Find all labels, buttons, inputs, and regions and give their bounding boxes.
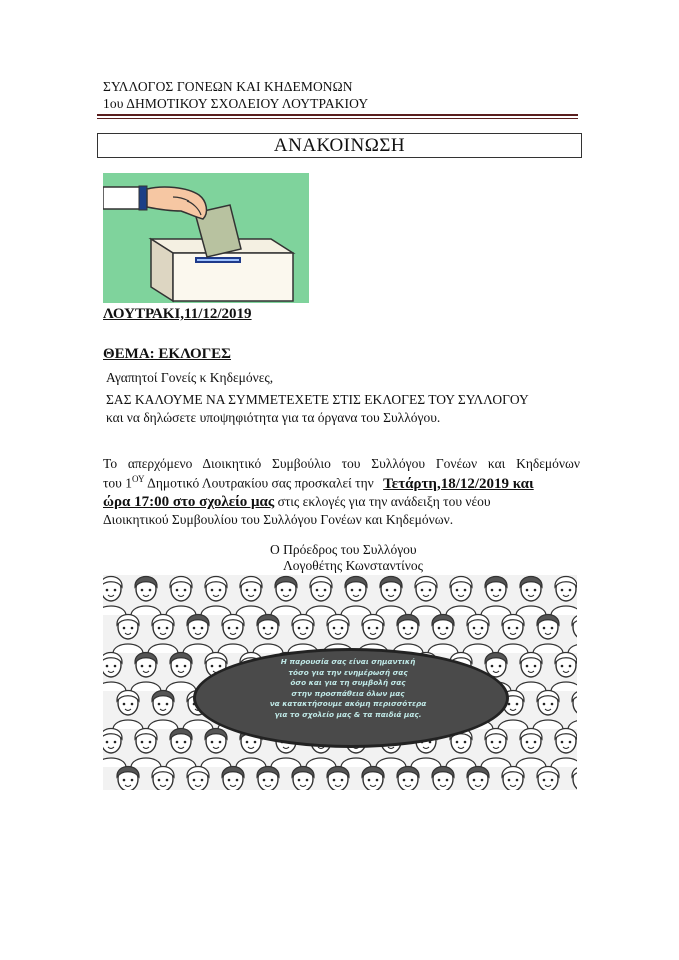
- crowd-face: [271, 577, 301, 616]
- message-text: [213, 657, 483, 720]
- crowd-face: [306, 577, 336, 616]
- body-line2-start: του 1: [103, 475, 132, 491]
- crowd-banner: [103, 575, 577, 790]
- crowd-face: [341, 577, 371, 616]
- crowd-face: [288, 615, 318, 654]
- crowd-face: [568, 691, 577, 730]
- crowd-face: [568, 767, 577, 791]
- crowd-face: [253, 615, 283, 654]
- body-line4: Διοικητικού Συμβουλίου του Συλλόγου Γονέων και Κηδεμόνων.: [103, 512, 454, 527]
- crowd-face: [103, 653, 126, 692]
- crowd-face: [201, 577, 231, 616]
- message-line: να κατακτήσουμε ακόμη περισσότερα: [269, 699, 427, 708]
- crowd-face: [376, 577, 406, 616]
- crowd-face: [568, 615, 577, 654]
- crowd-face: [113, 615, 143, 654]
- crowd-face: [166, 653, 196, 692]
- meeting-time-place: ώρα 17:00 στο σχολείο μας: [103, 494, 275, 510]
- call-to-action-line1: ΣΑΣ ΚΑΛΟΥΜΕ ΝΑ ΣΥΜΜΕΤΕΧΕΤΕ ΣΤΙΣ ΕΚΛΟΓΕΣ ΤΟΥ ΣΥΛΛΟΓΟΥ: [106, 392, 529, 407]
- crowd-face: [103, 729, 126, 768]
- header-rule-thin: [97, 118, 578, 119]
- crowd-face: [131, 729, 161, 768]
- place-date: ΛΟΥΤΡΑΚΙ,11/12/2019: [103, 306, 252, 322]
- crowd-face: [166, 577, 196, 616]
- crowd-face: [148, 691, 178, 730]
- crowd-face: [201, 729, 231, 768]
- crowd-face: [358, 767, 388, 791]
- crowd-face: [446, 577, 476, 616]
- crowd-face: [183, 615, 213, 654]
- crowd-face: [288, 767, 318, 791]
- crowd-face: [516, 577, 546, 616]
- crowd-face: [131, 653, 161, 692]
- announcement-title: ΑΝΑΚΟΙΝΩΣΗ: [97, 133, 582, 158]
- crowd-face: [218, 767, 248, 791]
- subject: ΘΕΜΑ: ΕΚΛΟΓΕΣ: [103, 346, 231, 362]
- crowd-face: [166, 729, 196, 768]
- crowd-face: [516, 653, 546, 692]
- crowd-face: [533, 691, 563, 730]
- crowd-face: [481, 729, 511, 768]
- crowd-face: [103, 577, 126, 616]
- message-line: για το σχολείο μας & τα παιδιά μας.: [274, 709, 422, 719]
- crowd-face: [428, 767, 458, 791]
- crowd-face: [148, 767, 178, 791]
- crowd-face: [498, 767, 528, 791]
- ballot-box-illustration: [103, 173, 309, 303]
- org-name-line1: ΣΥΛΛΟΓΟΣ ΓΟΝΕΩΝ ΚΑΙ ΚΗΔΕΜΟΝΩΝ: [103, 79, 353, 94]
- crowd-face: [253, 767, 283, 791]
- crowd-face: [498, 615, 528, 654]
- crowd-face: [411, 577, 441, 616]
- message-line: όσο και για τη συμβολή σας: [290, 678, 406, 687]
- crowd-face: [551, 653, 577, 692]
- crowd-face: [533, 615, 563, 654]
- crowd-face: [236, 577, 266, 616]
- crowd-face: [551, 577, 577, 616]
- body-line2-mid: Δημοτικό Λουτρακίου σας προσκαλεί την: [144, 475, 378, 491]
- crowd-face: [428, 615, 458, 654]
- crowd-face: [516, 729, 546, 768]
- crowd-face: [218, 615, 248, 654]
- crowd-face: [323, 767, 353, 791]
- meeting-date: Τετάρτη,18/12/2019 και: [383, 475, 534, 492]
- body-line2: [103, 474, 580, 493]
- message-line: στην προσπάθεια όλων μας: [291, 688, 405, 698]
- crowd-face: [463, 767, 493, 791]
- crowd-face: [481, 577, 511, 616]
- crowd-face: [113, 767, 143, 791]
- body-line1: Το απερχόμενο Διοικητικό Συμβούλιο του Συλλόγου Γονέων και Κηδεμόνων: [103, 456, 580, 471]
- signature-name: Λογοθέτης Κωνσταντίνος: [283, 558, 423, 573]
- crowd-face: [393, 615, 423, 654]
- body-line3-rest: στις εκλογές για την ανάδειξη του νέου: [274, 494, 491, 509]
- ordinal-suffix: ΟΥ: [131, 474, 145, 484]
- body-line3: [103, 494, 580, 511]
- message-line: Η παρουσία σας είναι σημαντική: [280, 657, 416, 666]
- crowd-face: [113, 691, 143, 730]
- message-line: τόσο για την ενημέρωσή σας: [288, 667, 408, 677]
- crowd-face: [148, 615, 178, 654]
- crowd-face: [533, 767, 563, 791]
- crowd-face: [393, 767, 423, 791]
- crowd-face: [131, 577, 161, 616]
- header-rule: [97, 114, 578, 116]
- crowd-face: [183, 767, 213, 791]
- crowd-face: [463, 615, 493, 654]
- signature-role: Ο Πρόεδρος του Συλλόγου: [270, 542, 417, 557]
- crowd-face: [551, 729, 577, 768]
- greeting: Αγαπητοί Γονείς κ Κηδεμόνες,: [106, 370, 274, 385]
- call-to-action-line2: και να δηλώσετε υποψηφιότητα για τα όργανα του Συλλόγου.: [106, 410, 441, 425]
- org-name-line2: 1ου ΔΗΜΟΤΙΚΟΥ ΣΧΟΛΕΙΟΥ ΛΟΥΤΡΑΚΙΟΥ: [103, 96, 369, 111]
